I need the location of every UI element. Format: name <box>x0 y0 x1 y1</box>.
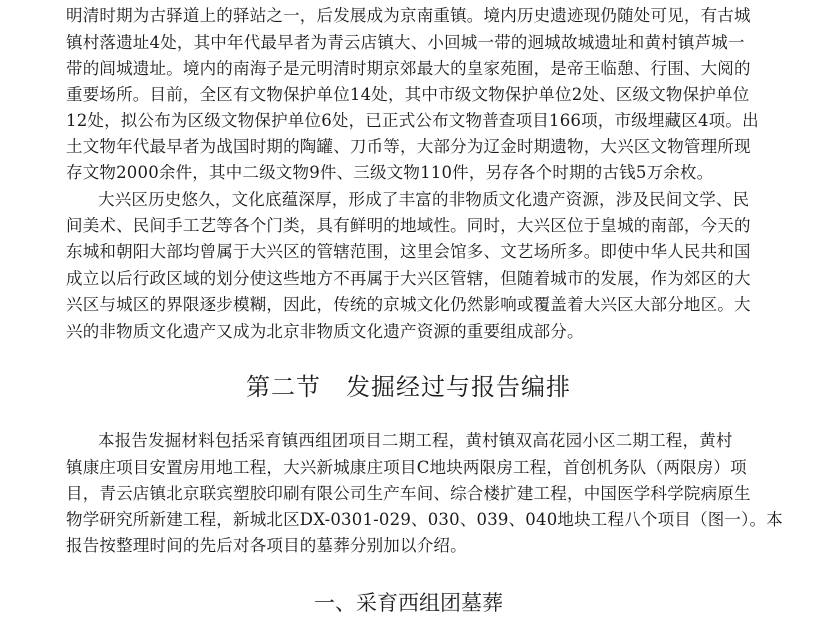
paragraph-line: 间美术、民间手工艺等各个门类，具有鲜明的地域性。同时，大兴区位于皇城的南部，今天的 <box>66 216 751 235</box>
paragraph-line: 目，青云店镇北京联宾塑胶印刷有限公司生产车间、综合楼扩建工程，中国医学科学院病原生 <box>66 484 751 503</box>
subsection-title: 一、采育西组团墓葬 <box>314 591 503 615</box>
paragraph-line: 东城和朝阳大部均曾属于大兴区的管辖范围，这里会馆多、文艺场所多。即使中华人民共和国 <box>66 242 751 261</box>
paragraph-line: 兴的非物质文化遗产又成为北京非物质文化遗产资源的重要组成部分。 <box>66 322 584 341</box>
paragraph-line: 镇康庄项目安置房用地工程，大兴新城康庄项目C地块两限房工程，首创机务队（两限房）项 <box>66 458 747 477</box>
paragraph-line: 存文物2000余件，其中二级文物9件、三级文物110件，另存各个时期的古钱5万余枚。 <box>66 163 714 182</box>
paragraph-line: 土文物年代最早者为战国时期的陶罐、刀币等，大部分为辽金时期遗物，大兴区文物管理所现 <box>66 137 751 156</box>
section-title: 第二节 发掘经过与报告编排 <box>246 373 571 401</box>
paragraph-line: 镇村落遗址4处，其中年代最早者为青云店镇大、小回城一带的迥城故城遗址和黄村镇芦城一 <box>66 33 745 52</box>
paragraph-line: 12处，拟公布为区级文物保护单位6处，已正式公布文物普查项目166项，市级埋藏区4项。出 <box>66 111 759 130</box>
paragraph-line: 兴区与城区的界限逐步模糊，因此，传统的京城文化仍然影响或覆盖着大兴区大部分地区。大 <box>66 295 751 314</box>
paragraph-line: 物学研究所新建工程，新城北区DX-0301-029、030、039、040地块工程八个项目（图一）。本 <box>66 510 783 529</box>
paragraph-line: 重要场所。目前，全区有文物保护单位14处，其中市级文物保护单位2处、区级文物保护单位 <box>66 85 750 104</box>
paragraph-line: 本报告发掘材料包括采育镇西组团项目二期工程，黄村镇双高花园小区二期工程，黄村 <box>98 431 733 450</box>
paragraph-line: 明清时期为古驿道上的驿站之一，后发展成为京南重镇。境内历史遗迹现仍随处可见，有古城 <box>66 6 751 25</box>
paragraph-line: 带的闾城遗址。境内的南海子是元明清时期京郊最大的皇家苑囿，是帝王临憩、行围、大阅的 <box>66 59 751 78</box>
paragraph-line: 成立以后行政区域的划分使这些地方不再属于大兴区管辖，但随着城市的发展，作为郊区的大 <box>66 269 751 288</box>
paragraph-line: 报告按整理时间的先后对各项目的墓葬分别加以介绍。 <box>66 536 467 555</box>
paragraph-line: 大兴区历史悠久，文化底蕴深厚，形成了丰富的非物质文化遗产资源，涉及民间文学、民 <box>98 190 750 209</box>
